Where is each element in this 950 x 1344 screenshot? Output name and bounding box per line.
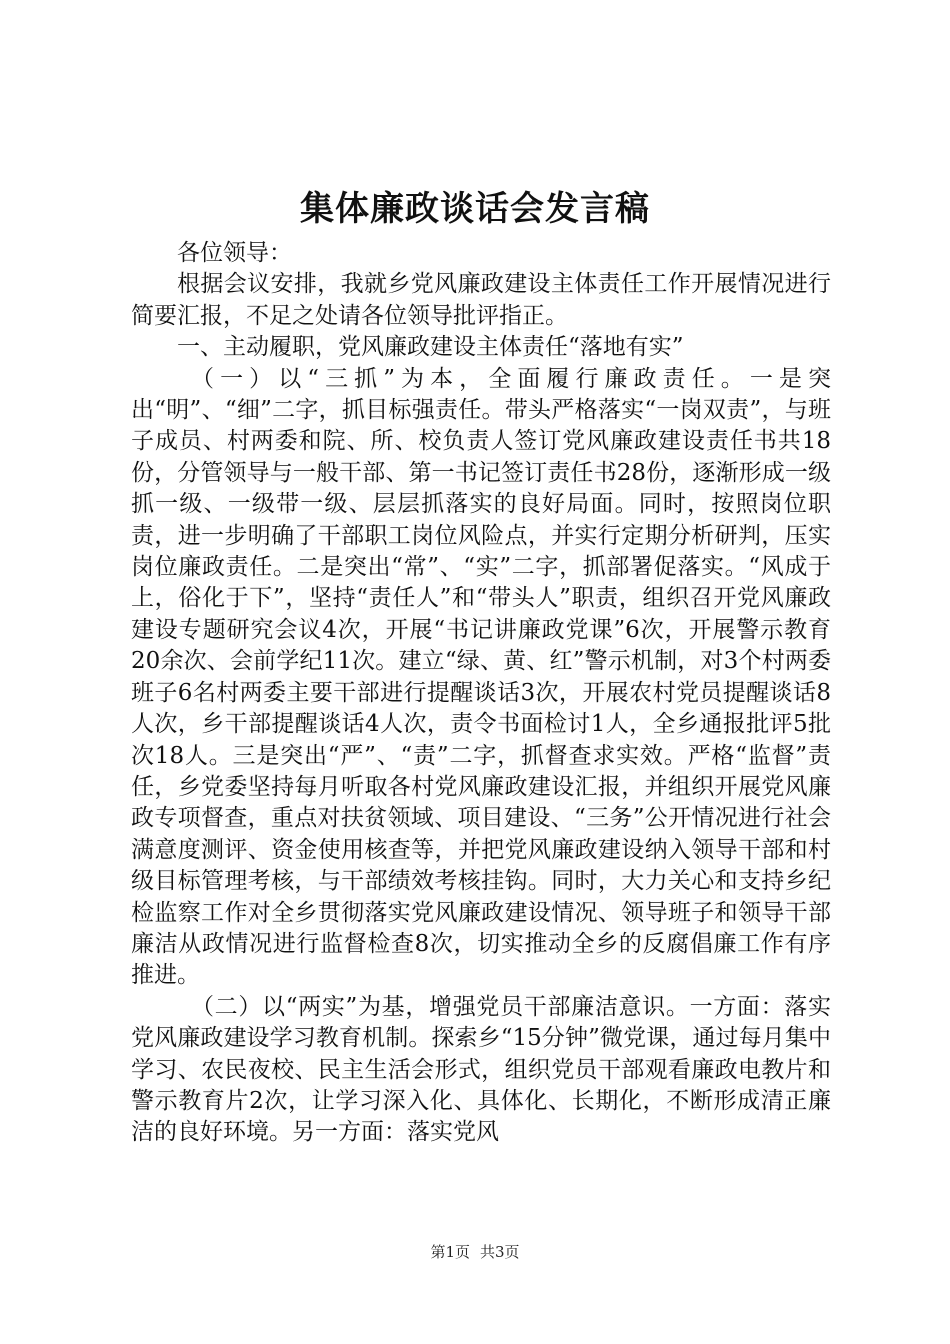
- section-heading: 一、主动履职，党风廉政建设主体责任“落地有实”: [177, 334, 684, 361]
- section-1-1-paragraph: （一）以“三抓”为本，全面履行廉政责任。一是突出“明”、“细”二字，抓目标强责任。带头严格落实“一岗双责”，与班子成员、村两委和院、所、校负责人签订党风廉政建设责任书共18份，分管领导与一般干部、第一书记签订责任书28份，逐渐形成一级抓一级、一级带一级、层层抓落实的良好局面。同时，按照岗位职责，进一步明确了干部职工岗位风险点，并实行定期分析研判，压实岗位廉政责任。二是突出“常”、“实”二字，抓部署促落实。“风成于上，俗化于下”，坚持“责任人”和“带头人”职责，组织召开党风廉政建设专题研究会议4次，开展“书记讲廉政党课”6次，开展警示教育20余次、会前学纪11次。建立“绿、黄、红”警示机制，对3个村两委班子6名村两委主要干部进行提醒谈话3次，开展农村党员提醒谈话8人次，乡干部提醒谈话4人次，责令书面检讨1人，全乡通报批评5批次18人。三是突出“严”、“责”二字，抓督查求实效。严格“监督”责任，乡党委坚持每月听取各村党风廉政建设汇报，并组织开展党风廉政专项督查，重点对扶贫领域、项目建设、“三务”公开情况进行社会满意度测评、资金使用核查等，并把党风廉政建设纳入领导干部和村级目标管理考核，与干部绩效考核挂钩。同时，大力关心和支持乡纪检监察工作对全乡贯彻落实党风廉政建设情况、领导班子和领导干部廉洁从政情况进行监督检查8次，切实推动全乡的反腐倡廉工作有序推进。: [131, 365, 831, 989]
- page-footer: [0, 1242, 950, 1262]
- page-total: 共3页: [480, 1243, 520, 1261]
- document-title: 集体廉政谈话会发言稿: [300, 189, 650, 229]
- intro-paragraph: 根据会议安排，我就乡党风廉政建设主体责任工作开展情况进行简要汇报，不足之处请各位领导批评指正。: [131, 271, 831, 329]
- section-1-2-paragraph: （二）以“两实”为基，增强党员干部廉洁意识。一方面：落实党风廉政建设学习教育机制。探索乡“15分钟”微党课，通过每月集中学习、农民夜校、民主生活会形式，组织党员干部观看廉政电教片和警示教育片2次，让学习深入化、具体化、长期化，不断形成清正廉洁的良好环境。另一方面：落实党风: [131, 993, 831, 1146]
- document-body: [131, 238, 831, 1149]
- salutation-paragraph: 各位领导：: [177, 240, 292, 266]
- page-number: 第1页: [430, 1243, 470, 1261]
